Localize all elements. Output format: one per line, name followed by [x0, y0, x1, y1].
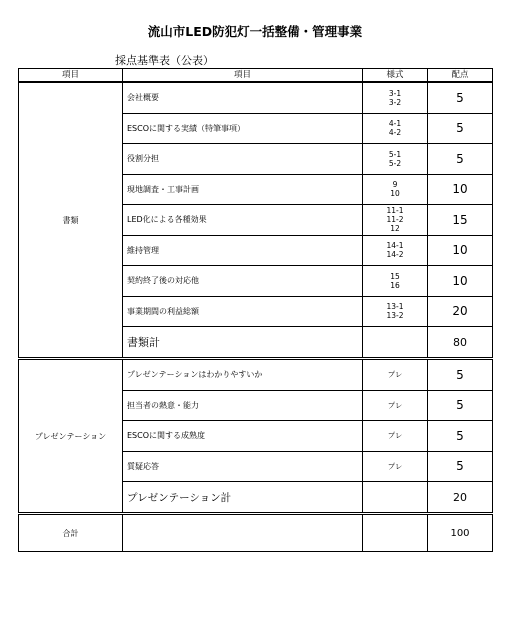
points-cell: 5	[428, 390, 493, 421]
points-cell: 5	[428, 451, 493, 482]
points-cell: 5	[428, 421, 493, 452]
subtotal-points: 20	[428, 482, 493, 514]
category-cell: プレゼンテーション	[19, 359, 123, 514]
style-code: 3-1	[388, 88, 402, 98]
style-code: 5-2	[388, 158, 402, 168]
style-cell	[363, 113, 428, 144]
scoring-table	[18, 68, 493, 552]
style-code: 4-1	[388, 119, 402, 129]
style-code: 10	[390, 189, 400, 199]
style-code: 11-2	[386, 215, 404, 225]
style-code: 14-1	[386, 241, 404, 251]
subtotal-style-empty	[363, 482, 428, 514]
style-code: 13-2	[386, 311, 404, 321]
points-cell: 15	[428, 205, 493, 236]
style-code: プレ	[387, 431, 403, 441]
points-cell: 5	[428, 82, 493, 113]
total-row	[19, 514, 493, 552]
item-name: 役割分担	[123, 144, 363, 175]
table-row	[19, 359, 493, 391]
item-name: 契約終了後の対応他	[123, 266, 363, 297]
header-row	[19, 69, 493, 83]
header-item: 項目	[123, 69, 363, 83]
style-code: 13-1	[386, 302, 404, 312]
points-cell: 5	[428, 144, 493, 175]
total-label: 合計	[19, 514, 123, 552]
item-name: ESCOに関する成熟度	[123, 421, 363, 452]
total-points: 100	[428, 514, 493, 552]
style-code: 4-2	[388, 128, 402, 138]
item-name: 現地調査・工事計画	[123, 174, 363, 205]
style-code: プレ	[387, 400, 403, 410]
style-cell	[363, 205, 428, 236]
style-code: 11-1	[386, 206, 404, 216]
points-cell: 5	[428, 359, 493, 391]
item-name: 維持管理	[123, 235, 363, 266]
item-name: LED化による各種効果	[123, 205, 363, 236]
style-code: 3-2	[388, 97, 402, 107]
points-cell: 10	[428, 174, 493, 205]
points-cell: 10	[428, 235, 493, 266]
item-name: ESCOに関する実績（特筆事項）	[123, 113, 363, 144]
total-style-empty	[363, 514, 428, 552]
subtotal-points: 80	[428, 327, 493, 359]
subtotal-label: 書類計	[123, 327, 363, 359]
style-code: 14-2	[386, 250, 404, 260]
total-item-empty	[123, 514, 363, 552]
style-code: 15	[390, 271, 400, 281]
item-name: 事業期間の利益総額	[123, 296, 363, 327]
table-row	[19, 82, 493, 113]
style-cell	[363, 266, 428, 297]
style-cell	[363, 82, 428, 113]
item-name: 会社概要	[123, 82, 363, 113]
header-style: 様式	[363, 69, 428, 83]
style-cell	[363, 144, 428, 175]
style-cell	[363, 359, 428, 391]
page-title: 流山市LED防犯灯一括整備・管理事業	[147, 24, 363, 39]
subtotal-style-empty	[363, 327, 428, 359]
subtotal-label: プレゼンテーション計	[123, 482, 363, 514]
item-name: 担当者の熱意・能力	[123, 390, 363, 421]
style-code: プレ	[387, 461, 403, 471]
style-cell	[363, 451, 428, 482]
item-name: 質疑応答	[123, 451, 363, 482]
header-category: 項目	[19, 69, 123, 83]
style-code: 12	[390, 224, 400, 234]
style-cell	[363, 390, 428, 421]
table-subtitle: 採点基準表（公表）	[115, 54, 214, 67]
style-cell	[363, 421, 428, 452]
style-cell	[363, 296, 428, 327]
style-code: 9	[392, 180, 398, 190]
style-code: プレ	[387, 370, 403, 380]
points-cell: 5	[428, 113, 493, 144]
item-name: プレゼンテーションはわかりやすいか	[123, 359, 363, 391]
style-code: 16	[390, 280, 400, 290]
style-cell	[363, 235, 428, 266]
style-code: 5-1	[388, 149, 402, 159]
style-cell	[363, 174, 428, 205]
category-cell: 書類	[19, 82, 123, 359]
points-cell: 20	[428, 296, 493, 327]
header-points: 配点	[428, 69, 493, 83]
points-cell: 10	[428, 266, 493, 297]
